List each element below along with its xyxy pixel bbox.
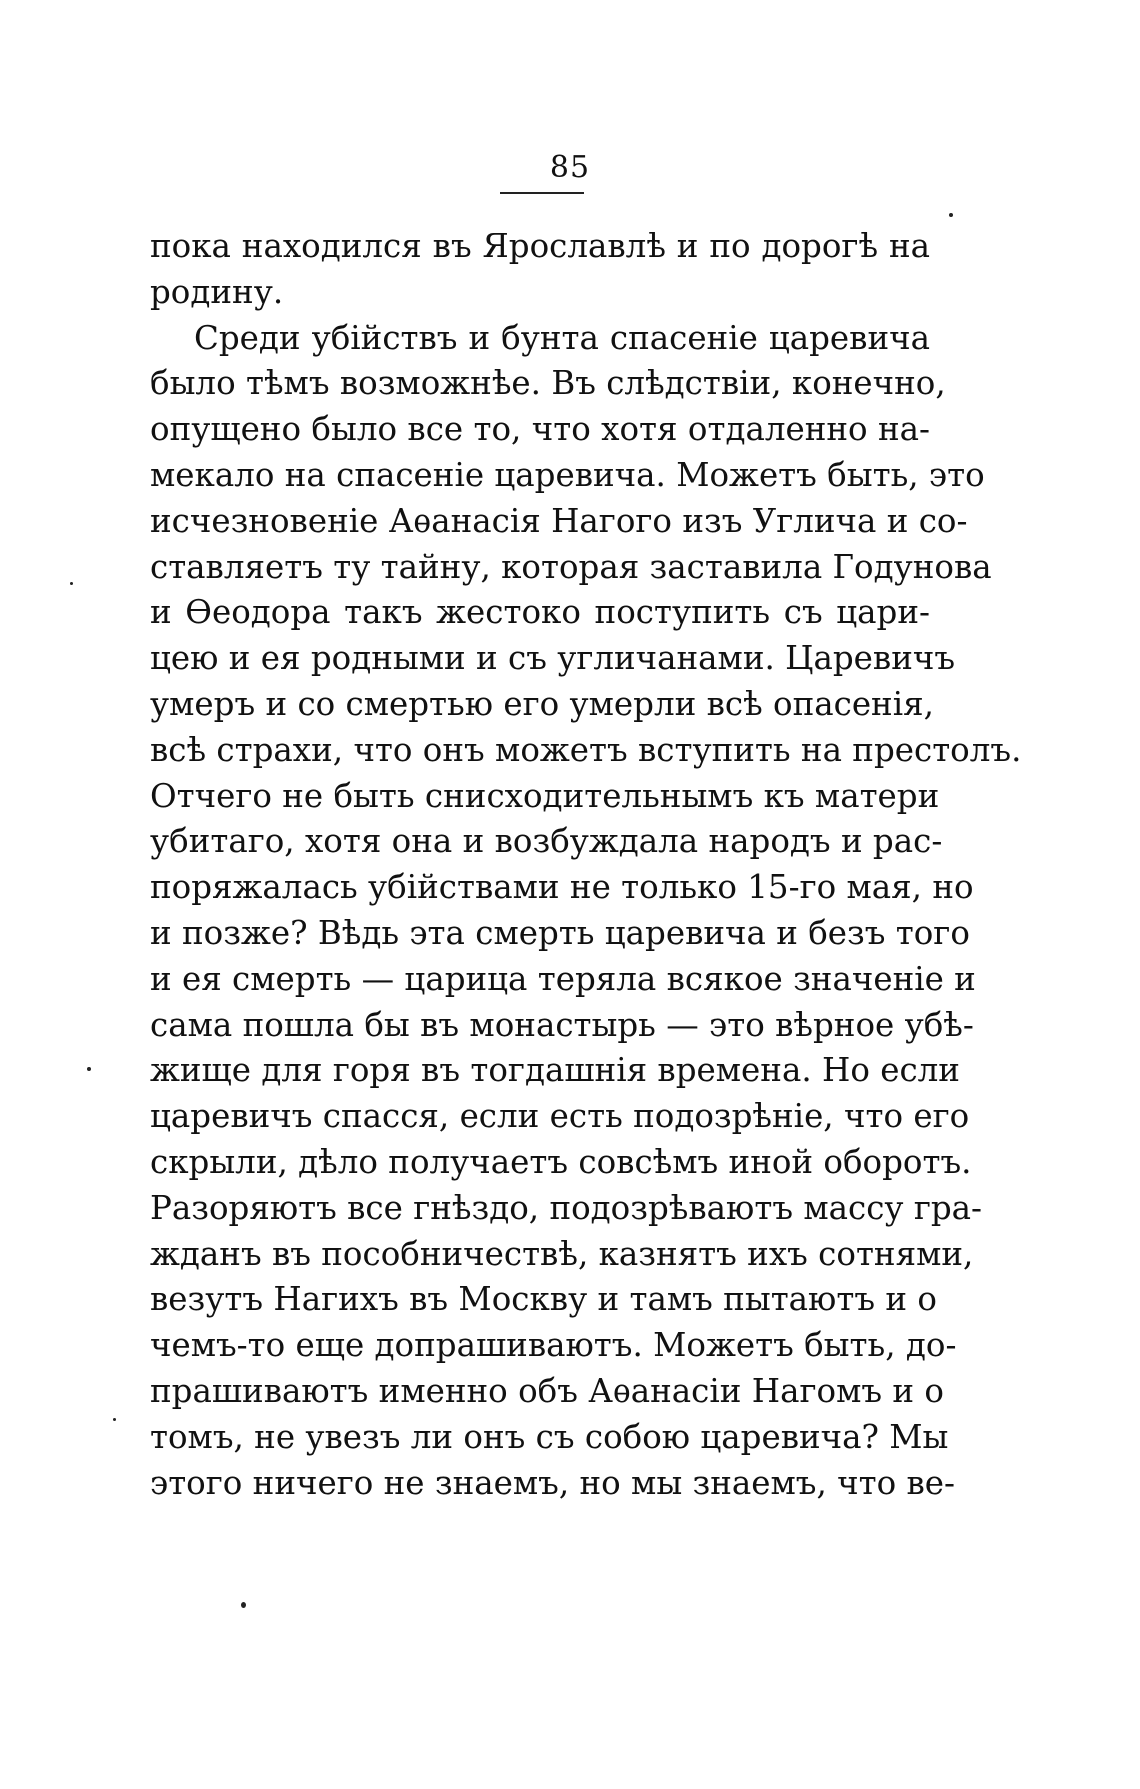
page-number-rule (500, 192, 584, 194)
text-line: было тѣмъ возможнѣе. Въ слѣдствіи, конечно, (150, 364, 946, 403)
text-line: мекало на спасеніе царевича. Можетъ быть, это (150, 455, 985, 494)
text-line: Разоряютъ все гнѣздо, подозрѣваютъ массу гра- (150, 1188, 983, 1227)
text-line: и ея смерть — царица теряла всякое значеніе и (150, 959, 976, 998)
scan-speck (113, 1418, 116, 1421)
text-line: прашиваютъ именно объ Аѳанасіи Нагомъ и о (150, 1371, 944, 1410)
scan-speck (949, 213, 953, 217)
scan-speck (241, 1602, 246, 1608)
text-line: чемъ-то еще допрашиваютъ. Можетъ быть, до- (150, 1326, 957, 1365)
text-line: томъ, не увезъ ли онъ съ собою царевича? Мы (150, 1417, 949, 1456)
text-line: и позже? Вѣдь эта смерть царевича и безъ того (150, 913, 970, 952)
text-line: опущено было все то, что хотя отдаленно на- (150, 410, 930, 449)
text-line: умеръ и со смертью его умерли всѣ опасенія, (150, 684, 934, 723)
text-line: жище для горя въ тогдашнія времена. Но если (150, 1051, 960, 1090)
text-line: этого ничего не знаемъ, но мы знаемъ, что ве- (150, 1463, 956, 1502)
text-line: Среди убійствъ и бунта спасеніе царевича (194, 318, 930, 357)
text-line: везутъ Нагихъ въ Москву и тамъ пытаютъ и о (150, 1280, 937, 1319)
text-line: родину. (150, 272, 284, 311)
body-text (150, 224, 1022, 1506)
text-line: царевичъ спасся, если есть подозрѣніе, что его (150, 1097, 970, 1136)
page-number: 85 (549, 150, 591, 185)
text-line: ставляетъ ту тайну, которая заставила Годунова (150, 547, 992, 586)
text-line: пока находился въ Ярославлѣ и по дорогѣ на (150, 227, 930, 265)
text-line: всѣ страхи, что онъ можетъ вступить на престолъ. (150, 730, 1022, 769)
text-line: убитаго, хотя она и возбуждала народъ и рас- (150, 822, 943, 861)
text-line: жданъ въ пособничествѣ, казнятъ ихъ сотнями, (150, 1234, 974, 1273)
text-line: сама пошла бы въ монастырь — это вѣрное убѣ- (150, 1005, 974, 1044)
text-line: Отчего не быть снисходительнымъ къ матери (150, 776, 940, 815)
scan-speck (70, 582, 73, 585)
text-line: скрыли, дѣло получаетъ совсѣмъ иной оборотъ. (150, 1142, 972, 1181)
text-line: поряжалась убійствами не только 15-го мая, но (150, 868, 974, 907)
text-line: исчезновеніе Аѳанасія Нагого изъ Углича и со- (150, 501, 968, 540)
text-line: цею и ея родными и съ угличанами. Царевичъ (150, 639, 956, 678)
text-line: и Ѳеодора такъ жестоко поступить съ цари- (150, 593, 930, 632)
scan-speck (87, 1067, 91, 1071)
